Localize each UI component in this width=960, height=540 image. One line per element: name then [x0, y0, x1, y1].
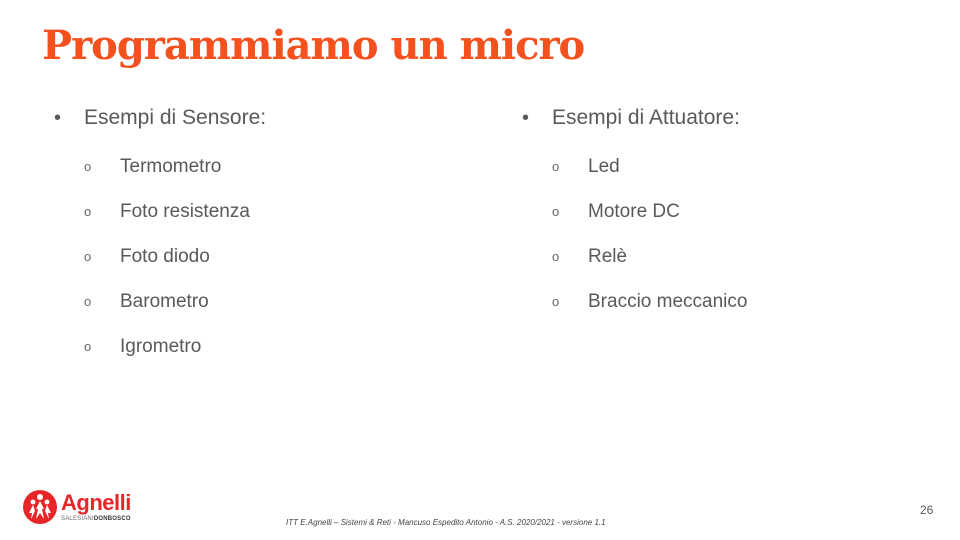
list-item-label: Foto diodo	[120, 245, 210, 267]
list-item-label: Motore DC	[588, 200, 680, 222]
sensor-heading: Esempi di Sensore:	[84, 106, 267, 129]
salesiani-emblem-icon	[22, 489, 58, 525]
page-number: 26	[920, 503, 934, 517]
sub-bullet-marker: o	[84, 249, 92, 264]
sensor-list	[54, 144, 266, 369]
sensor-column	[54, 100, 266, 369]
sub-bullet-marker: o	[552, 249, 560, 264]
logo-name: Agnelli	[61, 490, 131, 515]
slide-title: Programmiamo un micro	[42, 22, 585, 69]
list-item-label: Termometro	[120, 155, 222, 177]
list-item	[522, 189, 747, 234]
list-item	[54, 144, 266, 189]
actuator-heading-row	[522, 100, 747, 136]
actuator-column	[522, 100, 747, 324]
list-item-label: Igrometro	[120, 335, 202, 357]
list-item	[522, 234, 747, 279]
list-item	[522, 144, 747, 189]
list-item-label: Led	[588, 155, 620, 177]
sub-bullet-marker: o	[552, 294, 560, 309]
list-item	[54, 189, 266, 234]
sub-bullet-marker: o	[84, 339, 92, 354]
sensor-heading-row	[54, 100, 266, 136]
list-item	[54, 324, 266, 369]
sub-bullet-marker: o	[552, 204, 560, 219]
list-item	[54, 234, 266, 279]
bullet-marker: •	[522, 106, 530, 129]
sub-bullet-marker: o	[84, 159, 92, 174]
list-item-label: Braccio meccanico	[588, 290, 748, 312]
bullet-marker: •	[54, 106, 62, 129]
sub-bullet-marker: o	[84, 294, 92, 309]
list-item	[54, 279, 266, 324]
agnelli-logo	[22, 489, 131, 525]
actuator-heading: Esempi di Attuatore:	[552, 106, 740, 129]
logo-subtitle: SALESIANIDONBOSCO	[61, 516, 131, 522]
list-item	[522, 279, 747, 324]
list-item-label: Relè	[588, 245, 628, 267]
footer-credits: ITT E.Agnelli – Sistemi & Reti - Mancuso Espedito Antonio - A.S. 2020/2021 - versione 1.1	[286, 518, 606, 527]
actuator-list	[522, 144, 747, 324]
list-item-label: Barometro	[120, 290, 209, 312]
list-item-label: Foto resistenza	[120, 200, 250, 222]
sub-bullet-marker: o	[552, 159, 560, 174]
sub-bullet-marker: o	[84, 204, 92, 219]
